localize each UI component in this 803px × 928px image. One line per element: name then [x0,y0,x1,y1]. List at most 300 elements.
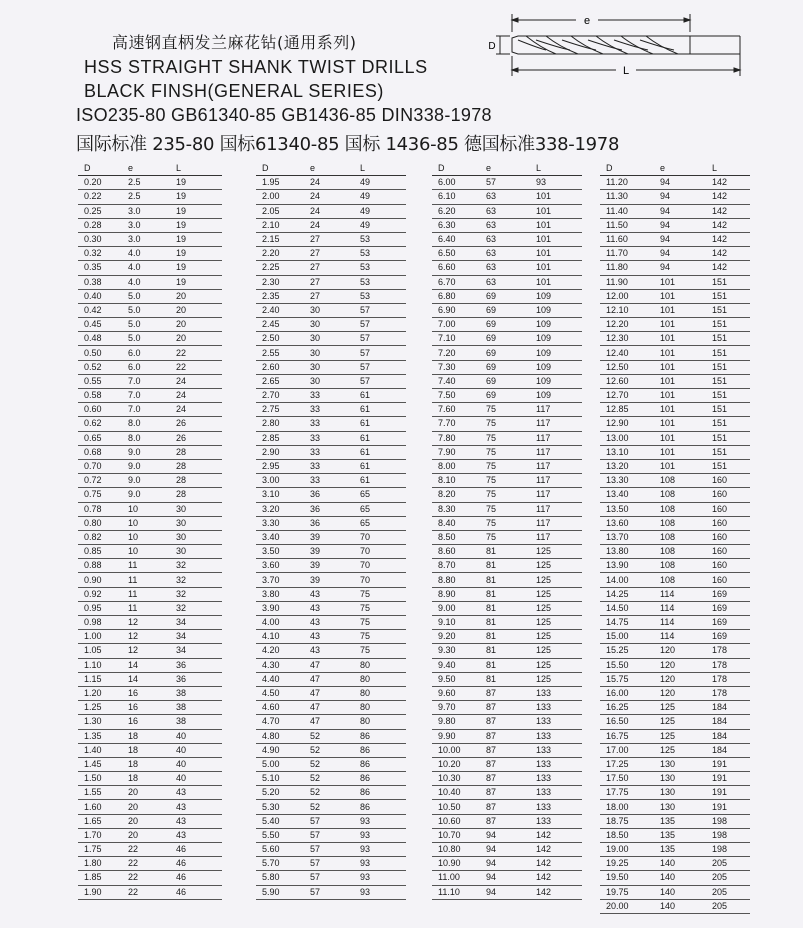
cell-l: 57 [360,332,406,346]
cell-d: 0.45 [78,318,128,332]
cell-d: 4.00 [256,616,310,630]
cell-e: 94 [486,871,536,885]
cell-e: 63 [486,247,536,261]
cell-d: 1.40 [78,743,128,757]
table-row [432,190,582,204]
header-d: D [256,162,310,176]
cell-e: 43 [310,616,360,630]
cell-d: 3.70 [256,573,310,587]
cell-d: 8.30 [432,502,486,516]
cell-e: 36 [310,502,360,516]
table-row [432,587,582,601]
cell-d: 1.00 [78,630,128,644]
cell-e: 69 [486,389,536,403]
cell-l: 46 [176,885,222,899]
cell-l: 80 [360,715,406,729]
cell-e: 11 [128,559,176,573]
cell-e: 94 [660,190,712,204]
cell-l: 40 [176,729,222,743]
cell-e: 27 [310,289,360,303]
cell-d: 2.15 [256,232,310,246]
cell-e: 33 [310,389,360,403]
cell-l: 61 [360,474,406,488]
cell-l: 75 [360,616,406,630]
cell-e: 108 [660,559,712,573]
cell-l: 151 [712,346,750,360]
cell-e: 14 [128,658,176,672]
cell-e: 7.0 [128,403,176,417]
table-row [256,772,406,786]
cell-e: 120 [660,658,712,672]
table-row [78,474,222,488]
cell-e: 63 [486,190,536,204]
table-row [256,573,406,587]
cell-e: 27 [310,261,360,275]
cell-d: 11.10 [432,885,486,899]
cell-e: 87 [486,701,536,715]
cell-d: 2.55 [256,346,310,360]
cell-d: 5.00 [256,757,310,771]
cell-d: 10.50 [432,800,486,814]
cell-l: 160 [712,488,750,502]
cell-d: 1.95 [256,176,310,190]
cell-e: 52 [310,800,360,814]
cell-d: 15.00 [600,630,660,644]
cell-l: 61 [360,445,406,459]
table-row [432,658,582,672]
table-row [256,431,406,445]
table-row [600,530,750,544]
table-row [432,261,582,275]
cell-d: 1.15 [78,672,128,686]
cell-d: 0.88 [78,559,128,573]
table-row [432,814,582,828]
cell-d: 2.65 [256,374,310,388]
cell-l: 178 [712,686,750,700]
cell-d: 6.30 [432,218,486,232]
cell-l: 57 [360,303,406,317]
cell-e: 120 [660,644,712,658]
cell-e: 33 [310,474,360,488]
table-row [78,630,222,644]
cell-l: 151 [712,318,750,332]
cell-l: 101 [536,261,582,275]
cell-l: 28 [176,459,222,473]
cell-e: 108 [660,502,712,516]
table-row [600,247,750,261]
cell-l: 160 [712,474,750,488]
table-row [78,857,222,871]
cell-l: 125 [536,658,582,672]
table-row [600,318,750,332]
cell-l: 19 [176,190,222,204]
cell-d: 7.60 [432,403,486,417]
cell-l: 19 [176,204,222,218]
cell-l: 80 [360,658,406,672]
cell-e: 43 [310,587,360,601]
cell-l: 133 [536,701,582,715]
cell-d: 10.80 [432,843,486,857]
cell-l: 125 [536,672,582,686]
cell-d: 1.35 [78,729,128,743]
cell-d: 5.80 [256,871,310,885]
cell-e: 114 [660,587,712,601]
table-row [256,318,406,332]
table-row [78,289,222,303]
table-row [256,445,406,459]
cell-e: 130 [660,786,712,800]
cell-d: 0.78 [78,502,128,516]
table-row [78,459,222,473]
cell-l: 86 [360,772,406,786]
table-row [78,814,222,828]
table-row [600,332,750,346]
table-row [432,715,582,729]
table-row [432,672,582,686]
table-row [600,772,750,786]
cell-d: 12.70 [600,389,660,403]
cell-l: 133 [536,757,582,771]
cell-l: 151 [712,431,750,445]
cell-e: 57 [310,871,360,885]
table-row [256,389,406,403]
cell-l: 178 [712,658,750,672]
cell-l: 57 [360,346,406,360]
cell-d: 4.20 [256,644,310,658]
table-row [78,715,222,729]
cell-d: 8.00 [432,459,486,473]
cell-e: 11 [128,587,176,601]
cell-d: 5.40 [256,814,310,828]
table-row [600,218,750,232]
table-row [432,630,582,644]
table-row [432,218,582,232]
cell-e: 18 [128,772,176,786]
cell-l: 184 [712,701,750,715]
table-row [432,232,582,246]
cell-e: 18 [128,743,176,757]
cell-d: 4.30 [256,658,310,672]
cell-e: 130 [660,757,712,771]
table-row [256,417,406,431]
cell-e: 24 [310,176,360,190]
cell-d: 15.50 [600,658,660,672]
cell-e: 52 [310,757,360,771]
cell-l: 198 [712,814,750,828]
table-row [600,374,750,388]
cell-l: 75 [360,630,406,644]
cell-l: 38 [176,715,222,729]
cell-e: 125 [660,715,712,729]
cell-e: 114 [660,601,712,615]
cell-d: 11.40 [600,204,660,218]
cell-e: 43 [310,601,360,615]
cell-d: 13.20 [600,459,660,473]
table-row [600,417,750,431]
table-row [600,630,750,644]
cell-l: 191 [712,800,750,814]
table-row [600,431,750,445]
cell-e: 57 [310,843,360,857]
cell-e: 57 [310,885,360,899]
cell-l: 142 [712,247,750,261]
cell-l: 178 [712,644,750,658]
cell-d: 19.00 [600,843,660,857]
table-row [256,474,406,488]
table-row [256,289,406,303]
table-row [432,701,582,715]
cell-d: 11.00 [432,871,486,885]
cell-d: 16.75 [600,729,660,743]
cell-e: 101 [660,318,712,332]
cell-d: 8.80 [432,573,486,587]
table-row [78,318,222,332]
table-row [256,871,406,885]
cell-d: 16.25 [600,701,660,715]
table-row [432,644,582,658]
table-row [600,190,750,204]
table-row [600,545,750,559]
cell-e: 14 [128,672,176,686]
cell-l: 117 [536,516,582,530]
cell-e: 75 [486,445,536,459]
cell-l: 109 [536,374,582,388]
cell-l: 142 [712,176,750,190]
table-row [600,360,750,374]
cell-l: 101 [536,204,582,218]
table-row [78,303,222,317]
cell-e: 11 [128,601,176,615]
cell-e: 101 [660,417,712,431]
table-row [78,828,222,842]
cell-l: 133 [536,800,582,814]
cell-d: 19.75 [600,885,660,899]
cell-e: 87 [486,743,536,757]
cell-l: 117 [536,488,582,502]
cell-d: 11.60 [600,232,660,246]
table-row [78,885,222,899]
cell-l: 109 [536,303,582,317]
table-row [432,247,582,261]
cell-l: 125 [536,601,582,615]
cell-d: 0.60 [78,403,128,417]
cell-l: 30 [176,502,222,516]
cell-d: 7.30 [432,360,486,374]
cell-e: 108 [660,474,712,488]
cell-l: 20 [176,289,222,303]
cell-e: 94 [486,885,536,899]
cell-l: 53 [360,275,406,289]
cell-d: 12.00 [600,289,660,303]
cell-d: 10.30 [432,772,486,786]
cell-e: 114 [660,616,712,630]
table-row [78,871,222,885]
cell-d: 9.30 [432,644,486,658]
cell-l: 101 [536,247,582,261]
cell-l: 57 [360,360,406,374]
table-row [78,644,222,658]
table-row [78,743,222,757]
table-row [256,729,406,743]
cell-e: 8.0 [128,431,176,445]
cell-l: 32 [176,601,222,615]
cell-d: 14.50 [600,601,660,615]
cell-e: 125 [660,743,712,757]
cell-d: 12.10 [600,303,660,317]
table-row [432,843,582,857]
cell-d: 5.20 [256,786,310,800]
table-row [256,814,406,828]
table-row [256,502,406,516]
cell-l: 49 [360,204,406,218]
cell-l: 184 [712,743,750,757]
table-row [432,800,582,814]
cell-d: 0.42 [78,303,128,317]
cell-e: 18 [128,729,176,743]
cell-e: 63 [486,232,536,246]
table-row [600,871,750,885]
cell-d: 0.38 [78,275,128,289]
table-row [78,431,222,445]
header-l: L [176,162,222,176]
cell-l: 151 [712,389,750,403]
table-row [432,686,582,700]
cell-l: 19 [176,176,222,190]
cell-d: 12.50 [600,360,660,374]
cell-e: 81 [486,601,536,615]
cell-d: 2.90 [256,445,310,459]
cell-l: 142 [712,232,750,246]
table-row [78,658,222,672]
cell-d: 13.40 [600,488,660,502]
cell-e: 101 [660,431,712,445]
table-row [600,403,750,417]
cell-e: 9.0 [128,445,176,459]
table-row [432,885,582,899]
cell-e: 9.0 [128,459,176,473]
cell-e: 87 [486,757,536,771]
cell-l: 65 [360,516,406,530]
cell-l: 93 [536,176,582,190]
cell-l: 53 [360,247,406,261]
cell-l: 38 [176,686,222,700]
table-row [432,516,582,530]
cell-l: 30 [176,516,222,530]
cell-l: 151 [712,445,750,459]
cell-d: 2.30 [256,275,310,289]
drill-table-3 [432,162,582,900]
cell-e: 57 [310,814,360,828]
table-row [600,658,750,672]
table-row [78,786,222,800]
table-row [432,204,582,218]
cell-e: 101 [660,346,712,360]
cell-l: 24 [176,389,222,403]
cell-d: 2.80 [256,417,310,431]
cell-l: 49 [360,190,406,204]
cell-e: 135 [660,843,712,857]
cell-d: 0.25 [78,204,128,218]
cell-l: 80 [360,701,406,715]
cell-d: 9.00 [432,601,486,615]
table-row [256,190,406,204]
cell-d: 8.70 [432,559,486,573]
cell-d: 2.95 [256,459,310,473]
table-row [600,729,750,743]
cell-e: 22 [128,885,176,899]
title-english: HSS STRAIGHT SHANK TWIST DRILLS [84,57,428,77]
header-e: e [660,162,712,176]
cell-d: 3.00 [256,474,310,488]
cell-l: 30 [176,545,222,559]
standards-english: ISO235-80 GB61340-85 GB1436-85 DIN338-1978 [76,105,492,125]
cell-l: 75 [360,601,406,615]
cell-d: 2.10 [256,218,310,232]
table-row [78,616,222,630]
cell-d: 1.20 [78,686,128,700]
cell-d: 16.00 [600,686,660,700]
cell-l: 125 [536,573,582,587]
table-row [256,757,406,771]
cell-d: 0.68 [78,445,128,459]
cell-l: 133 [536,772,582,786]
cell-d: 8.40 [432,516,486,530]
cell-e: 69 [486,332,536,346]
cell-d: 6.40 [432,232,486,246]
cell-e: 39 [310,530,360,544]
cell-l: 151 [712,332,750,346]
cell-l: 43 [176,814,222,828]
cell-l: 19 [176,275,222,289]
cell-d: 6.90 [432,303,486,317]
cell-e: 81 [486,545,536,559]
cell-l: 142 [712,261,750,275]
cell-e: 101 [660,275,712,289]
cell-e: 20 [128,814,176,828]
cell-d: 19.25 [600,857,660,871]
cell-d: 12.60 [600,374,660,388]
cell-d: 6.70 [432,275,486,289]
cell-e: 125 [660,701,712,715]
cell-l: 117 [536,474,582,488]
cell-d: 0.92 [78,587,128,601]
cell-e: 94 [660,218,712,232]
table-row [432,445,582,459]
cell-l: 28 [176,474,222,488]
header-l: L [712,162,750,176]
table-row [432,772,582,786]
cell-l: 19 [176,232,222,246]
cell-d: 11.90 [600,275,660,289]
cell-d: 1.70 [78,828,128,842]
table-row [432,601,582,615]
standards-chinese: 国际标准 235-80 国标61340-85 国标 1436-85 德国标准338-1978 [76,134,620,155]
table-row [78,445,222,459]
table-row [432,346,582,360]
table-row [256,658,406,672]
table-row [78,559,222,573]
header-d: D [78,162,128,176]
cell-d: 16.50 [600,715,660,729]
cell-d: 0.40 [78,289,128,303]
table-row [432,374,582,388]
cell-e: 108 [660,516,712,530]
cell-d: 20.00 [600,899,660,913]
table-row [256,715,406,729]
table-row [432,474,582,488]
cell-e: 108 [660,573,712,587]
cell-d: 0.50 [78,346,128,360]
